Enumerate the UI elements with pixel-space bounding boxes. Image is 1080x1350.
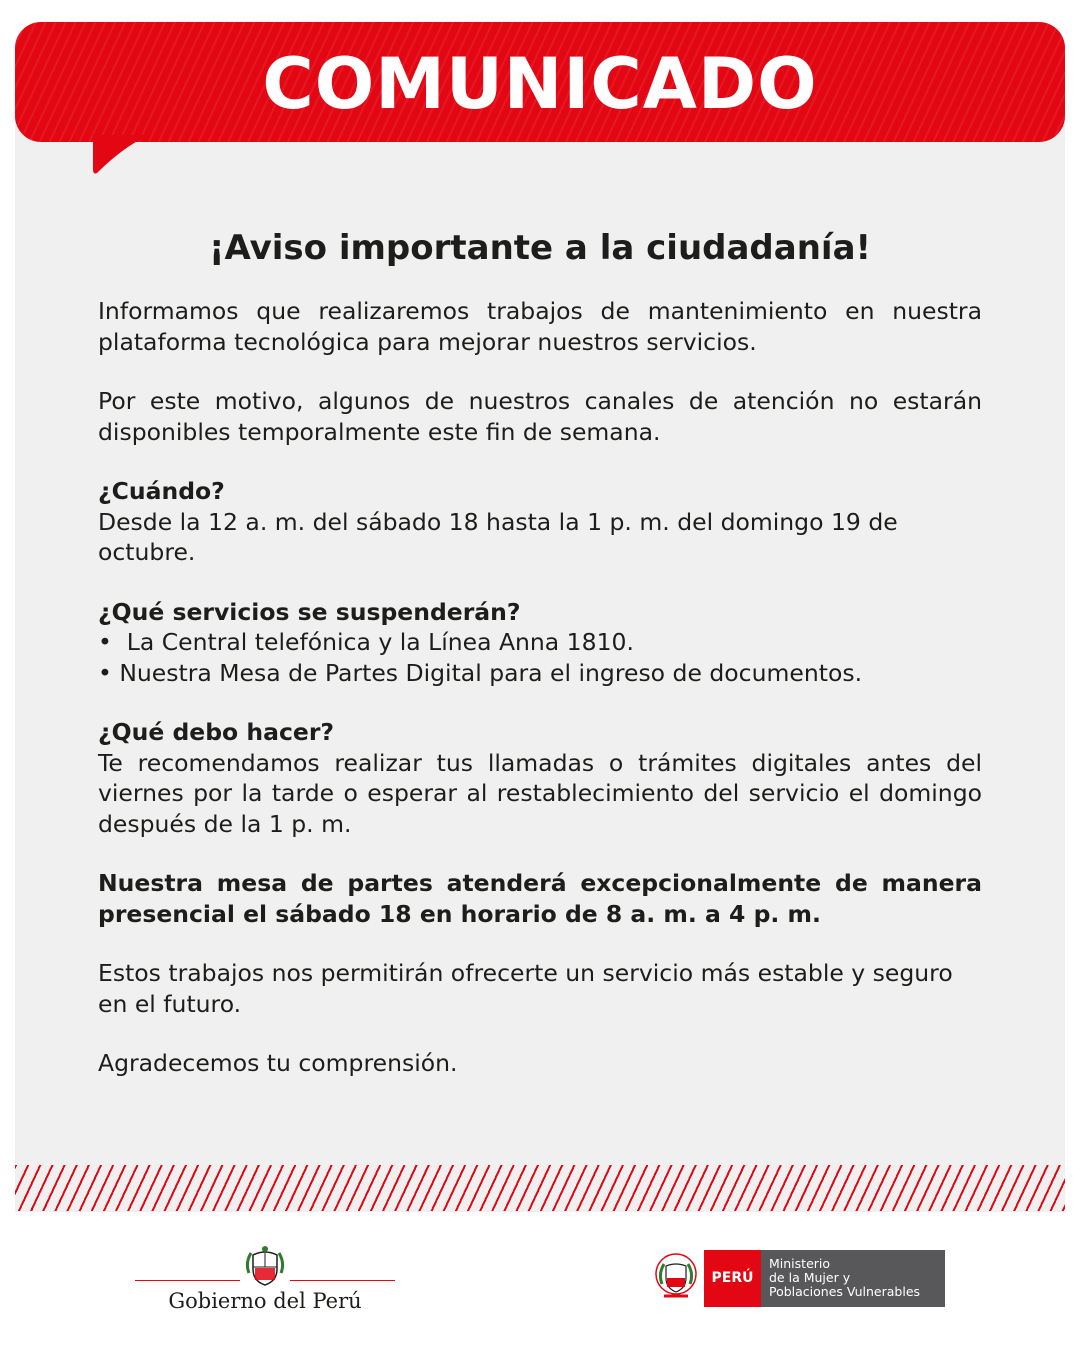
peru-coat-of-arms-icon	[245, 1245, 285, 1289]
intro-paragraph: Informamos que realizaremos trabajos de mantenimiento en nuestra plataforma tecnológica para mejorar nuestros servicios.	[98, 297, 982, 356]
comunicado-banner	[15, 22, 1065, 142]
ministry-line: Ministerio	[769, 1256, 831, 1271]
peru-coat-of-arms-icon	[654, 1250, 698, 1304]
cierre-paragraph: Estos trabajos nos permitirán ofrecerte un servicio más estable y seguro en el futuro.	[98, 959, 953, 1018]
motivo-paragraph: Por este motivo, algunos de nuestros canales de atención no estarán disponibles temporalmente este fin de semana.	[98, 387, 982, 446]
servicio-item: • Nuestra Mesa de Partes Digital para el ingreso de documentos.	[98, 658, 863, 687]
cuando-text: Desde la 12 a. m. del sábado 18 hasta la 1 p. m. del domingo 19 de octubre.	[98, 507, 898, 566]
banner-title: COMUNICADO	[262, 43, 818, 125]
hacer-title: ¿Qué debo hacer?	[98, 718, 335, 746]
ministry-line: Poblaciones Vulnerables	[769, 1284, 921, 1299]
announcement-body	[98, 296, 982, 1079]
decorative-stripes	[15, 1165, 1065, 1211]
hacer-text: Te recomendamos realizar tus llamadas o trámites digitales antes del viernes por la tarde o esperar al restablecimiento del servicio el domingo después de la 1 p. m.	[98, 748, 982, 838]
servicio-item: • La Central telefónica y la Línea Anna 1810.	[98, 628, 634, 656]
divider	[290, 1280, 395, 1281]
peru-label: PERÚ	[704, 1250, 761, 1307]
ministry-name	[761, 1250, 945, 1307]
page-title: ¡Aviso importante a la ciudadanía!	[208, 228, 872, 268]
gobierno-del-peru-logo	[135, 1245, 395, 1320]
agradecimiento-text: Agradecemos tu comprensión.	[98, 1049, 458, 1077]
speech-bubble-tail	[93, 135, 149, 175]
ministry-line: de la Mujer y	[769, 1270, 851, 1285]
divider	[135, 1280, 240, 1281]
gobierno-text: Gobierno del Perú	[168, 1289, 362, 1313]
cuando-title: ¿Cuándo?	[98, 477, 225, 505]
presencial-notice: Nuestra mesa de partes atenderá excepcionalmente de manera presencial el sábado 18 en horario de 8 a. m. a 4 p. m.	[98, 869, 982, 928]
servicios-title: ¿Qué servicios se suspenderán?	[98, 597, 521, 626]
